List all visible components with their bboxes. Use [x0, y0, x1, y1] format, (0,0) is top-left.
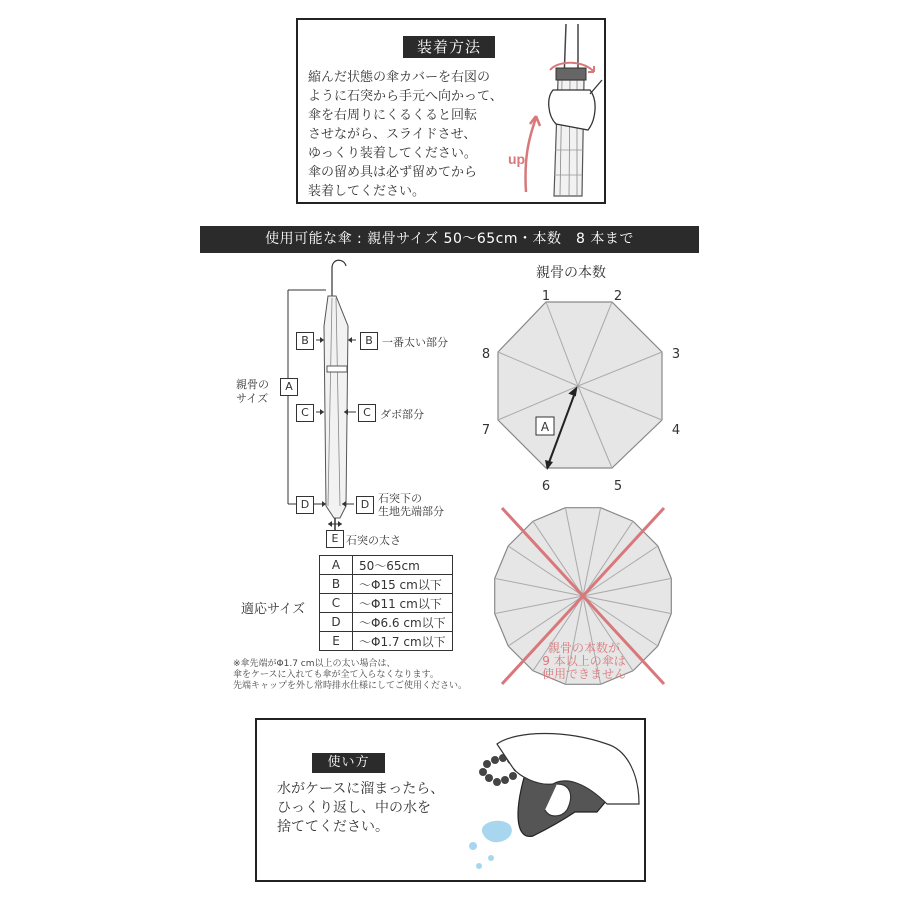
table-row: [320, 575, 453, 594]
attach-instructions: [308, 68, 526, 201]
footnote-line: 先端キャップを外し常時排水仕様にしてご使用ください。: [233, 681, 468, 691]
rib-number-6: 6: [541, 479, 551, 494]
attach-line: ように石突から手元へ向かって、: [308, 89, 503, 104]
rib-size-label: 親骨の: [236, 378, 269, 391]
attach-line: させながら、スライドさせ、: [308, 127, 477, 142]
footnote-line: 傘をケースに入れても傘が全て入らなくなります。: [233, 670, 439, 680]
c-description: ダボ部分: [380, 408, 424, 421]
box-d-right: D: [356, 496, 374, 514]
usage-line: 捨ててください。: [277, 819, 389, 835]
box-d-left: D: [296, 496, 314, 514]
size-key: C: [320, 594, 353, 613]
size-value: 50〜65cm: [353, 556, 453, 575]
d-description: 生地先端部分: [378, 505, 444, 518]
rib-number-4: 4: [671, 423, 681, 438]
attach-title: 装着方法: [403, 36, 495, 58]
size-key: D: [320, 613, 353, 632]
box-c-right: C: [358, 404, 376, 422]
attach-section: [296, 18, 606, 204]
usage-instructions: [277, 780, 444, 837]
ng-umbrella-diagram: [486, 498, 682, 694]
usable-umbrella-banner: 使用可能な傘 : 親骨サイズ 50〜65cm・本数 8 本まで: [200, 226, 699, 253]
octagon-umbrella-diagram: [470, 280, 700, 495]
box-b-left: B: [296, 332, 314, 350]
size-value: 〜Φ6.6 cm以下: [353, 613, 453, 632]
rib-number-7: 7: [481, 423, 491, 438]
rib-number-2: 2: [613, 289, 623, 304]
box-e: E: [326, 530, 344, 548]
fit-size-table: [319, 555, 453, 651]
usage-line: 水がケースに溜まったら、: [277, 781, 445, 797]
size-value: 〜Φ15 cm以下: [353, 575, 453, 594]
table-row: [320, 594, 453, 613]
size-key: E: [320, 632, 353, 651]
d-description: 石突下の: [378, 492, 422, 505]
box-a: A: [280, 378, 298, 396]
usage-section: [255, 718, 646, 882]
ng-line: 9 本以上の傘は: [542, 654, 626, 668]
usage-line: ひっくり返し、中の水を: [277, 800, 431, 816]
footnote-line: ※傘先端がΦ1.7 cm以上の太い場合は、: [233, 659, 396, 669]
rib-number-1: 1: [541, 289, 551, 304]
attach-line: 装着してください。: [308, 184, 426, 199]
box-b-right: B: [360, 332, 378, 350]
table-row: [320, 632, 453, 651]
size-key: A: [320, 556, 353, 575]
size-value: 〜Φ1.7 cm以下: [353, 632, 453, 651]
ng-line: 使用できません: [541, 667, 627, 681]
b-description: 一番太い部分: [382, 336, 448, 349]
rib-number-3: 3: [671, 347, 681, 362]
attach-line: 傘の留め具は必ず留めてから: [308, 165, 478, 180]
footnote: [233, 659, 513, 692]
rib-count-title: 親骨の本数: [536, 265, 606, 281]
ng-line: 親骨の本数が: [547, 641, 621, 655]
up-label: up: [508, 151, 526, 167]
rib-size-label: サイズ: [236, 392, 269, 405]
rib-number-8: 8: [481, 347, 491, 362]
attach-illustration: [498, 20, 604, 204]
size-value: 〜Φ11 cm以下: [353, 594, 453, 613]
fit-size-label: 適応サイズ: [241, 602, 305, 617]
table-row: [320, 613, 453, 632]
rib-a-label: A: [540, 420, 550, 434]
usage-illustration: [457, 724, 643, 878]
attach-line: 傘を右周りにくるくると回転: [308, 108, 478, 123]
attach-line: ゆっくり装着してください。: [308, 146, 477, 161]
attach-line: 縮んだ状態の傘カバーを右図の: [308, 70, 491, 85]
rib-number-5: 5: [613, 479, 623, 494]
e-description: 石突の太さ: [346, 534, 401, 547]
table-row: [320, 556, 453, 575]
box-c-left: C: [296, 404, 314, 422]
size-key: B: [320, 575, 353, 594]
usage-title: 使い方: [312, 753, 385, 773]
